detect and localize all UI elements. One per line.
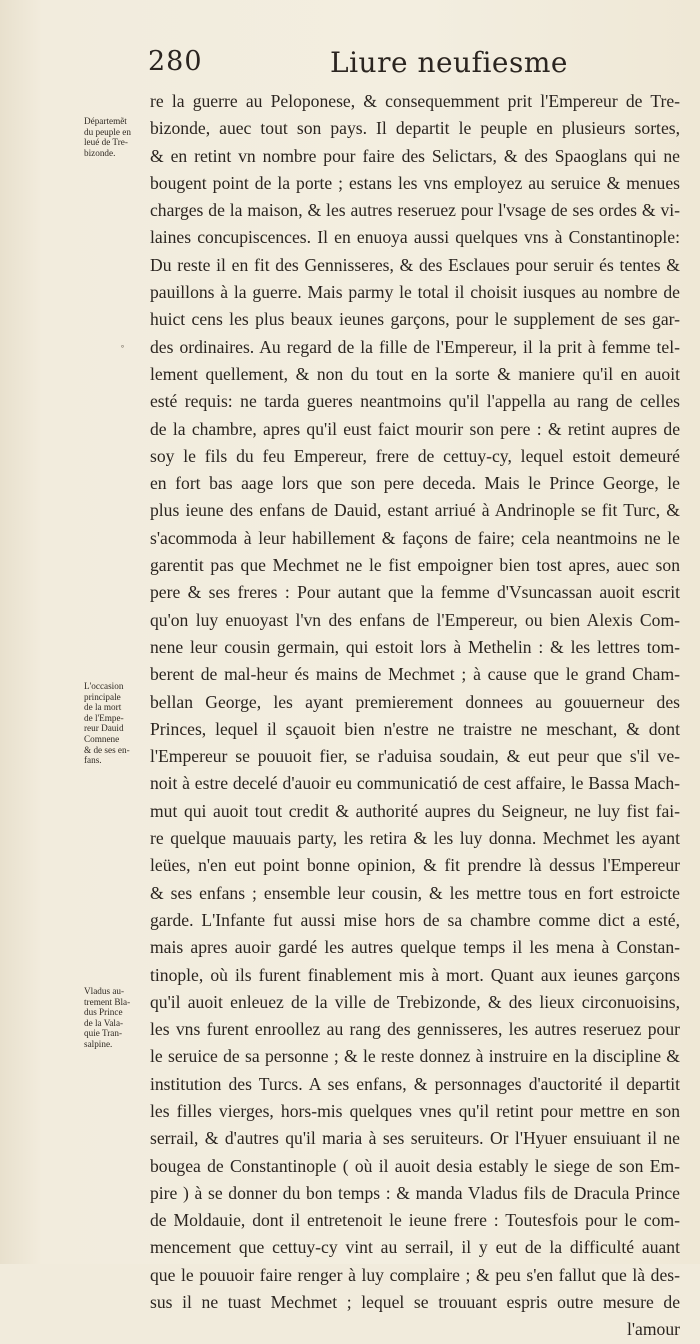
body-line: le seruice de sa personne ; & le reste donnez à instruire en la discipline &	[150, 1046, 680, 1067]
margin-note-line: & de ses en-	[84, 744, 130, 755]
body-line: soy le fils du feu Empereur, frere de cettuy-cy, lequel estoit demeuré	[150, 445, 680, 466]
body-line: qu'il auoit enleuez de la ville de Trebizonde, & des lieux circonuoisins,	[150, 991, 680, 1012]
body-line: mencement que cettuy-cy vint au serrail, il y eut de la difficulté auant	[150, 1237, 680, 1258]
body-line: bougea de Constantinople ( où il auoit desia estably le siege de son Em-	[150, 1155, 680, 1176]
body-line: de Moldauie, dont il entretenoit le ieune frere : Toutesfois pour le com-	[150, 1210, 680, 1231]
body-line: sus il ne tuast Mechmet ; lequel se trouuant espris outre mesure de	[150, 1292, 680, 1313]
body-line: plus ieune des enfans de Dauid, estant arriué à Andrinople se fit Turc, &	[150, 500, 680, 521]
body-line: leües, n'en eut point bonne opinion, & fit prendre là dessus l'Empereur	[150, 855, 680, 876]
body-line: & en retint vn nombre pour faire des Selictars, & des Spaoglans qui ne	[150, 145, 680, 166]
margin-note-line: leué de Tre-	[84, 137, 128, 148]
body-line: Princes, lequel il sçauoit bien n'estre ne traistre ne meschant, & dont	[150, 718, 680, 739]
body-line: pire ) à se donner du bon temps : & manda Vladus fils de Dracula Prince	[150, 1182, 680, 1203]
body-line: noit à estre decelé d'auoir eu communicatió de cest affaire, le Bassa Mach-	[150, 773, 680, 794]
margin-note-line: de la Vala-	[84, 1017, 124, 1028]
body-line: bellan George, les ayant premierement donnees au gouuerneur des	[150, 691, 680, 712]
body-line: lement quellement, & non du tout en la sorte & maniere qu'il en auoit	[150, 363, 680, 384]
body-line: pere & ses freres : Pour autant que la femme d'Vsuncassan auoit escrit	[150, 582, 680, 603]
body-line: les vns furent enroollez au rang des gennisseres, les autres reseruez pour	[150, 1019, 680, 1040]
margin-note-line: salpine.	[84, 1038, 113, 1049]
body-line: tinople, où ils furent finablement mis à mort. Quant aux ieunes garçons	[150, 964, 680, 985]
page-number: 280	[148, 46, 203, 77]
body-line: nene leur cousin germain, qui estoit lors à Methelin : & les lettres tom-	[150, 636, 680, 657]
page-header	[140, 46, 680, 86]
body-line: garentit pas que Mechmet ne le fist empoigner bien tost apres, auec son	[150, 555, 680, 576]
body-line: garde. L'Infante fut aussi mise hors de sa chambre comme dict a esté,	[150, 909, 680, 930]
body-line: l'Empereur se pouuoit fier, se r'aduisa soudain, & eut peur que s'il ve-	[150, 746, 680, 767]
body-line: mut qui auoit tout credit & authorité aupres du Seigneur, ne luy fist fai-	[150, 800, 680, 821]
body-line: les filles vierges, hors-mis quelques vnes qu'il retint pour mettre en son	[150, 1100, 680, 1121]
body-line: re la guerre au Peloponese, & consequemment prit l'Empereur de Tre-	[150, 91, 680, 111]
running-title: Liure neufiesme	[330, 46, 568, 79]
margin-note-line: reur Dauid	[84, 723, 124, 734]
body-line: berent de mal-heur és mains de Mechmet ; à cause que le grand Cham-	[150, 664, 680, 685]
body-line: bougent point de la porte ; estans les vns employez au seruice & menues	[150, 172, 680, 193]
body-line: l'amour	[626, 1319, 680, 1340]
body-line: en fort bas aage lors que son pere deceda. Mais le Prince George, le	[150, 473, 680, 494]
body-line: laines concupiscences. Il en enuoya aussi quelques vns à Constantinople:	[150, 227, 680, 248]
margin-note-line: fans.	[84, 755, 102, 766]
margin-note-line: quie Tran-	[84, 1028, 123, 1039]
body-line: charges de la maison, & les autres reseruez pour l'vsage de ses ordes & vi-	[150, 200, 680, 221]
margin-note-line: de l'Empe-	[84, 712, 124, 723]
body-line: s'acommoda à leur habillement & façons de faire; cela neantmoins ne le	[150, 527, 680, 548]
margin-note-line: du peuple en	[84, 126, 131, 137]
body-line: re quelque mauuais party, les retira & les luy donna. Mechmet les ayant	[150, 828, 680, 849]
body-line: serrail, & d'autres qu'il maria à ses seruiteurs. Or l'Hyuer ensuiuant il ne	[150, 1128, 680, 1149]
body-line: mais apres auoir gardé les autres quelque temps il les mena à Constan-	[150, 937, 680, 958]
margin-note-line: Vladus au-	[84, 986, 125, 996]
margin-note-vladus	[84, 986, 150, 1050]
ink-speck: ˚	[120, 346, 125, 357]
margin-note-line: L'occasion	[84, 681, 124, 691]
margin-note-occasion	[84, 681, 150, 766]
margin-note-line: Départemẽt	[84, 116, 127, 126]
body-text	[150, 88, 680, 1344]
margin-note-line: dus Prince	[84, 1007, 123, 1018]
margin-note-line: de la mort	[84, 702, 122, 713]
body-line: de la chambre, apres qu'il eust faict mourir son pere : & retint aupres de	[150, 418, 680, 439]
body-line: institution des Turcs. A ses enfans, & personnages d'auctorité il departit	[150, 1073, 680, 1094]
body-line: que le pouuoir faire renger à luy complaire ; & peu s'en fallut que là des-	[150, 1264, 680, 1285]
body-line: esté requis: ne tarda gueres neantmoins qu'il l'appella au rang de celles	[150, 391, 680, 412]
body-line: pauillons à la guerre. Mais parmy le total il choisit iusques au nombre de	[150, 282, 680, 303]
body-line: des ordinaires. Au regard de la fille de l'Empereur, il la prit à femme tel-	[150, 336, 680, 357]
margin-note-line: Comnene	[84, 733, 120, 744]
body-line: Du reste il en fit des Gennisseres, & des Esclaues pour seruir és tentes &	[150, 254, 680, 275]
body-line: qu'on luy enuoyast l'vn des enfans de l'Empereur, ou bien Alexis Com-	[150, 609, 680, 630]
body-line: huict cens les plus beaux ieunes garçons, pour le supplement de ses gar-	[150, 309, 680, 330]
margin-note-departement	[84, 116, 150, 158]
margin-note-line: principale	[84, 691, 121, 702]
margin-note-line: bizonde.	[84, 147, 116, 158]
margin-note-line: trement Bla-	[84, 996, 131, 1007]
body-line: bizonde, auec tout son pays. Il departit le peuple en plusieurs sortes,	[150, 118, 680, 139]
body-line: & ses enfans ; ensemble leur cousin, & les mettre tous en fort estroicte	[150, 882, 680, 903]
